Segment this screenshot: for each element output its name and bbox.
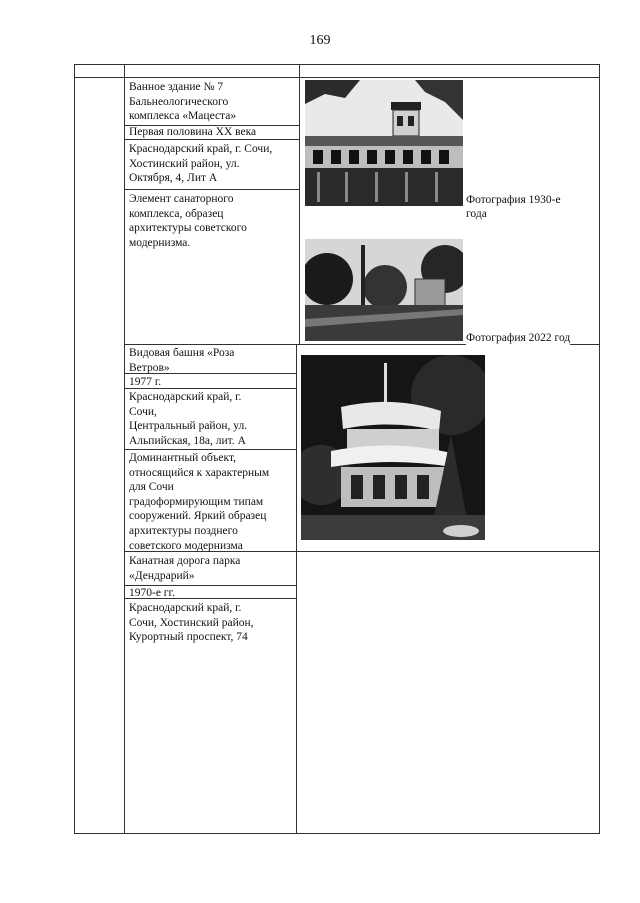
object-name: Канатная дорога парка «Дендрарий» (129, 555, 241, 582)
object-address: Краснодарский край, г. Сочи, Хостинский район, ул. Октября, 4, Лит А (129, 143, 273, 185)
object-description: Элемент санаторного комплекса, образец архитектуры советского модернизма. (129, 193, 247, 249)
photo-caption-2022: Фотография 2022 год (466, 332, 571, 344)
object-description: Доминантный объект, относящийся к характерным для Сочи градоформирующим типам сооружений. Яркий образец архитектуры позднего советского модернизма (129, 452, 270, 552)
photo-1930s (305, 80, 463, 206)
object-name: Ванное здание № 7 Бальнеологического комплекса «Мацеста» (129, 81, 237, 123)
object-date: 1977 г. (129, 376, 162, 388)
photo-2022 (305, 239, 463, 341)
object-date: Первая половина XX века (129, 126, 257, 138)
photo-caption-1930s: Фотография 1930-е года (466, 194, 561, 220)
object-address: Краснодарский край, г. Сочи, Центральный район, ул. Альпийская, 18а, лит. А (129, 391, 248, 447)
object-date: 1970-е гг. (129, 587, 175, 599)
object-address: Краснодарский край, г. Сочи, Хостинский район, Курортный проспект, 74 (129, 602, 254, 644)
object-name: Видовая башня «Роза Ветров» (129, 347, 235, 374)
page-number: 169 (309, 33, 331, 48)
photo-tower (301, 355, 485, 540)
